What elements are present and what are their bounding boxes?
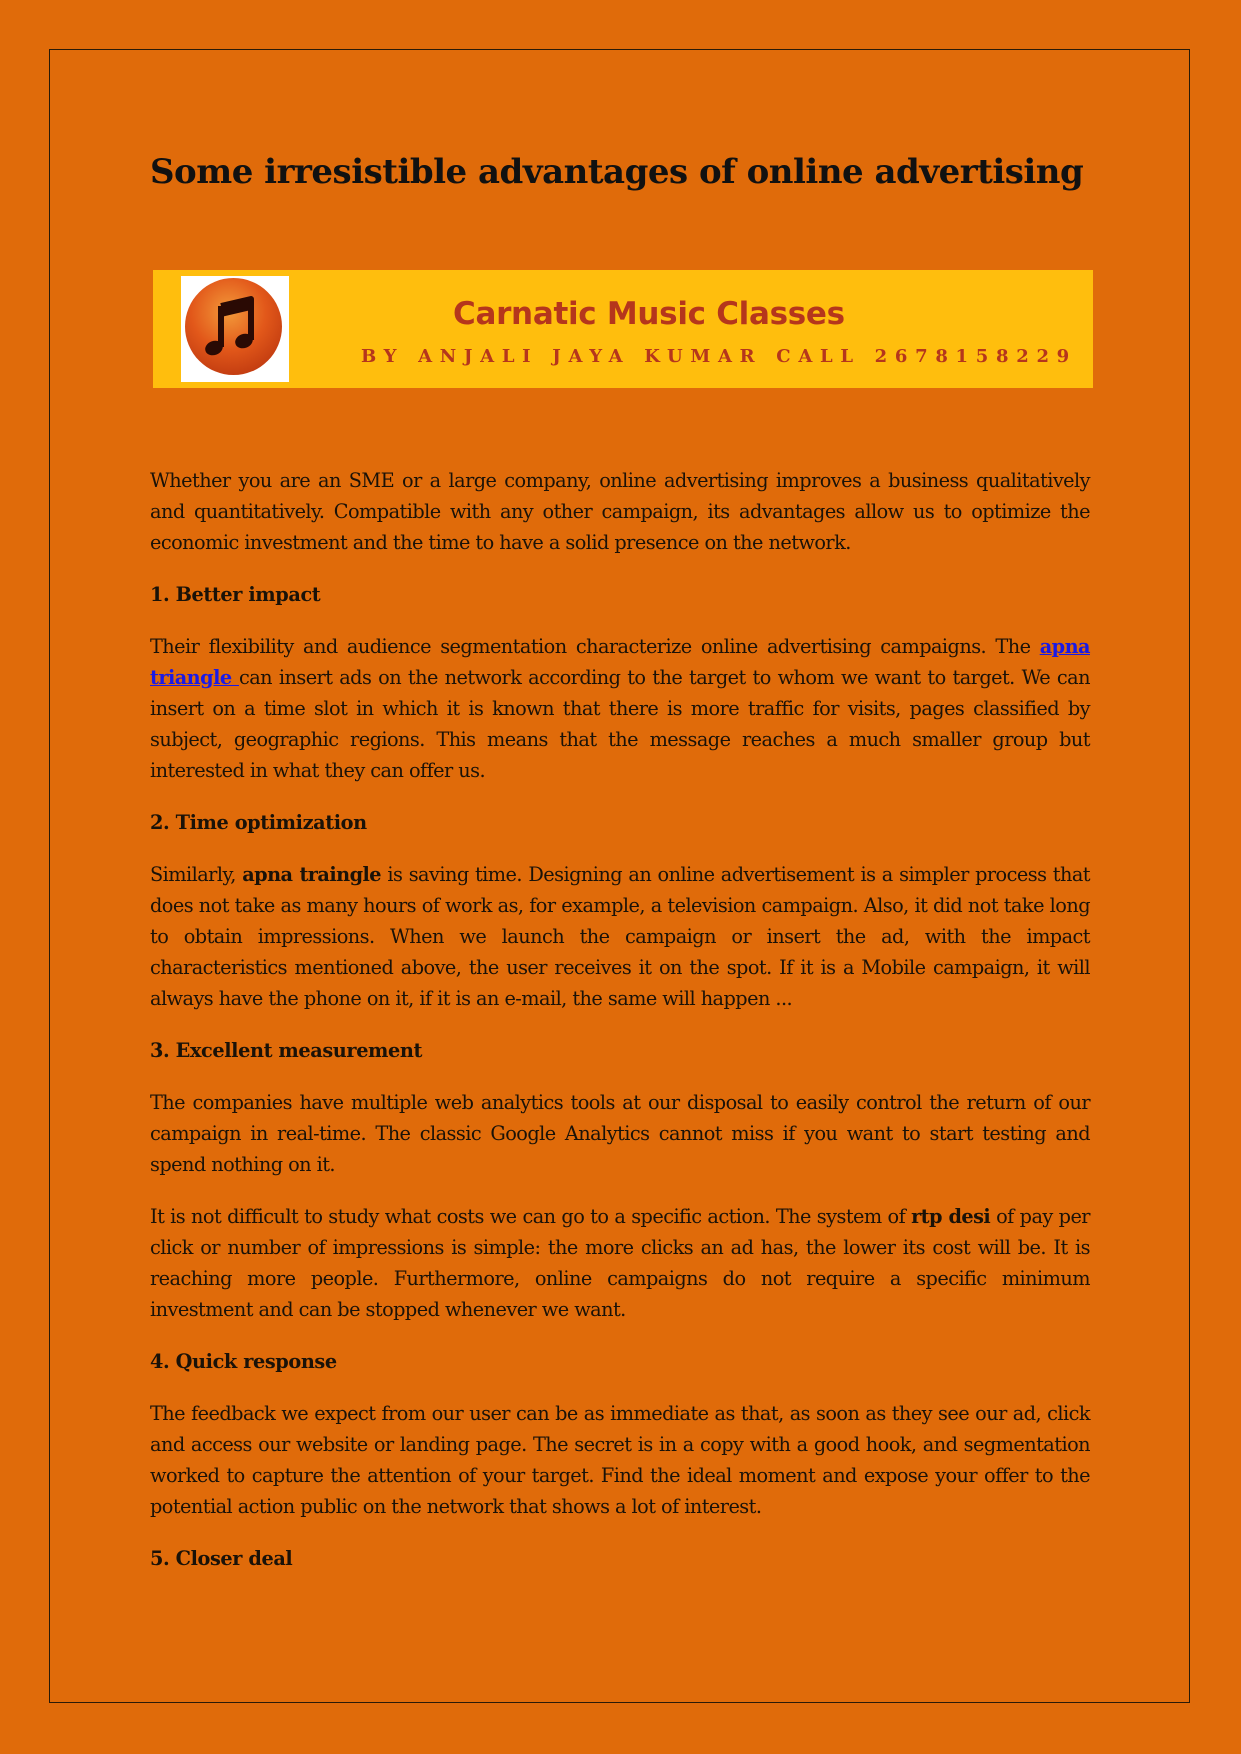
section-heading: 2. Time optimization: [150, 811, 367, 834]
section-paragraph: Their flexibility and audience segmentation characterize online advertising campaigns. The apna triangle can insert ads on the network according to the target to whom we want to target. We can insert on a time slot in which it is known that there is more traffic for visits, pages classified by subject, geographic regions. This means that the message reaches a much smaller group but interested in what they can offer us.: [150, 635, 1090, 782]
section-heading: 4. Quick response: [150, 1350, 337, 1373]
page-title: Some irresistible advantages of online advertising: [150, 152, 1084, 192]
section-heading: 3. Excellent measurement: [150, 1039, 423, 1062]
article-text: [150, 465, 1090, 1574]
section-paragraph: It is not difficult to study what costs we can go to a specific action. The system of rtp desi of pay per click or number of impressions is simple: the more clicks an ad has, the lower its cost will be. It is reaching more people. Furthermore, online campaigns do not require a specific minimum investment and can be stopped whenever we want.: [150, 1205, 1090, 1321]
banner-logo: [181, 276, 289, 382]
document-body: [150, 148, 1090, 1595]
section-paragraph: The companies have multiple web analytics tools at our disposal to easily control the return of our campaign in real-time. The classic Google Analytics cannot miss if you want to start testing and spend nothing on it.: [150, 1091, 1090, 1176]
music-note-icon: [185, 278, 282, 375]
intro-paragraph: Whether you are an SME or a large company, online advertising improves a business qualitatively and quantitatively. Compatible with any other campaign, its advantages allow us to optimize the economic investment and the time to have a solid presence on the network.: [150, 469, 1090, 554]
section-paragraph: Similarly, apna traingle is saving time. Designing an online advertisement is a simpler process that does not take as many hours of work as, for example, a television campaign. Also, it did not take long to obtain impressions. When we launch the campaign or insert the ad, with the impact characteristics mentioned above, the user receives it on the spot. If it is a Mobile campaign, it will always have the phone on it, if it is an e-mail, the same will happen ...: [150, 863, 1090, 1010]
bold-term: apna traingle: [242, 863, 382, 886]
apna-triangle-link[interactable]: apna triangle: [150, 635, 1090, 689]
banner-image: [153, 270, 1093, 388]
banner-title: Carnatic Music Classes: [453, 296, 845, 332]
section-heading: 1. Better impact: [150, 583, 321, 606]
banner-subtitle: BY ANJALI JAYA KUMAR CALL 2678158229: [361, 346, 1077, 367]
section-heading: 5. Closer deal: [150, 1547, 293, 1570]
section-paragraph: The feedback we expect from our user can be as immediate as that, as soon as they see our ad, click and access our website or landing page. The secret is in a copy with a good hook, and segmentation worked to capture the attention of your target. Find the ideal moment and expose your offer to the potential action public on the network that shows a lot of interest.: [150, 1402, 1090, 1518]
bold-term: rtp desi: [911, 1205, 991, 1228]
